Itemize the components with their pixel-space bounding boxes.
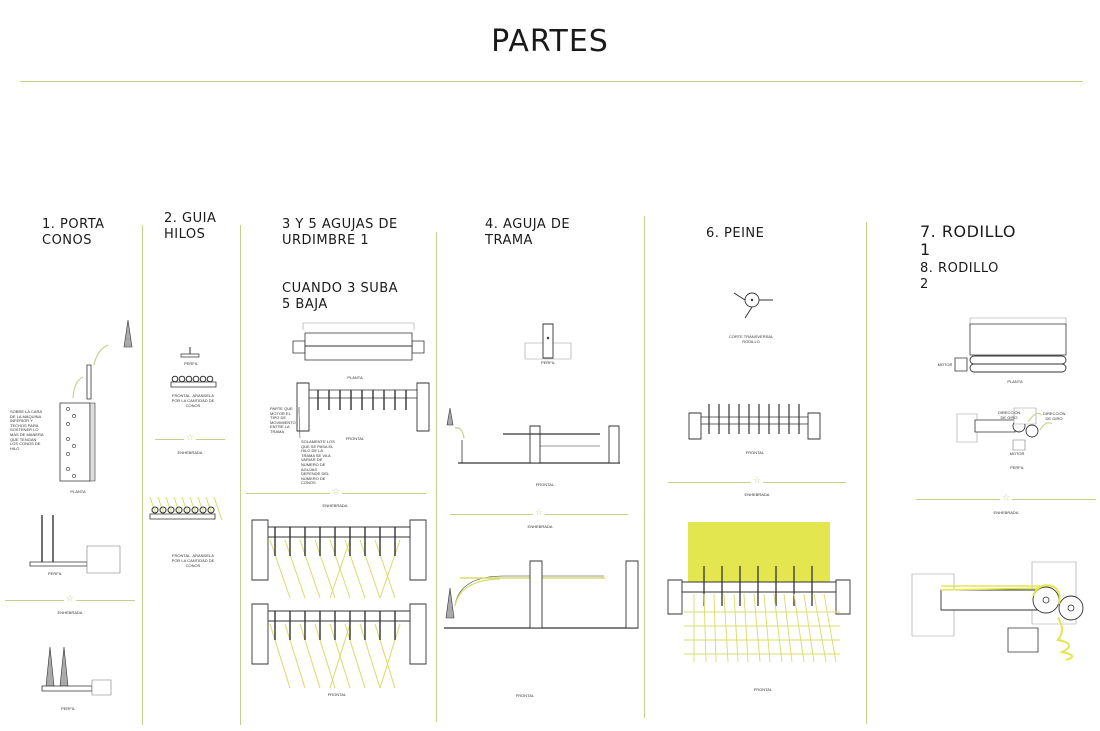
porta-conos-side-note: SOBRE LA CARA DE LA MÁQUINA INFERIOR Y TECHOS PARA SOSTENER LO MÁS DE MANERA QUE TENGAN LOS CONOS DE HILO	[10, 409, 44, 451]
section-label-agujas-note: CUANDO 3 SUBA 5 BAJA	[282, 281, 399, 312]
peine-corte-caption: CORTE TRANSVERSAL RODILLO	[728, 334, 774, 344]
guia-hilos-enhebrada-caption: ENHEBRADA	[177, 450, 203, 455]
section-label-agujas-urdimbre: 3 Y 5 AGUJAS DE URDIMBRE 1	[282, 217, 398, 248]
agujas-motor-note: PARTE QUE MOTOR EL TIPO DE MOVIMIENTO ENTRE LA TRAMA	[270, 406, 296, 434]
agujas-frontal-caption: FRONTAL	[345, 436, 365, 441]
agujas-planta-caption: PLANTA	[347, 375, 363, 380]
section-label-rodillo-1: 7. RODILLO 1	[920, 222, 1016, 259]
agujas-hilo-note: SOLAMENTE LOS QUE SE PASA EL HILO DE LA TRAMA SE VA A VARIAR DE NÚMERO DE AGUJAS DEPENDE DEL NÚMERO DE CONOS	[301, 439, 335, 486]
guia-hilos-frontal-2-caption: FRONTAL. ARANDELA POR LA CANTIDAD DE CONOS	[171, 553, 215, 568]
rodillo-enhebrada-caption: ENHEBRADA	[993, 510, 1019, 515]
section-label-aguja-trama: 4. AGUJA DE TRAMA	[485, 217, 571, 248]
rodillo-perfil-caption: PERFIL	[1009, 465, 1024, 470]
guia-hilos-perfil-caption: PERFIL	[183, 361, 198, 366]
aguja-trama-frontal-caption: FRONTAL	[535, 482, 555, 487]
agujas-enhebrada-caption: ENHEBRADA	[322, 503, 348, 508]
rodillo-motor-2-caption: MOTOR	[1009, 451, 1025, 456]
rodillo-motor-caption: MOTOR	[937, 362, 953, 367]
aguja-trama-frontal-2-caption: FRONTAL	[515, 693, 535, 698]
porta-conos-enhebrada-caption: ENHEBRADA	[57, 610, 83, 615]
section-label-porta-conos: 1. PORTA CONOS	[42, 217, 105, 248]
section-label-rodillo-2: 8. RODILLO 2	[920, 261, 999, 292]
rodillo-planta-caption: PLANTA	[1007, 379, 1023, 384]
peine-enhebrada-caption: ENHEBRADA	[744, 492, 770, 497]
porta-conos-planta-caption: PLANTA	[70, 489, 86, 494]
page-title: PARTES	[491, 24, 609, 60]
porta-conos-perfil-2-caption: PERFIL	[60, 706, 75, 711]
porta-conos-perfil-caption: PERFIL	[47, 571, 62, 576]
rodillo-direccion-2-caption: DIRECCIÓN DE GIRO	[1043, 411, 1066, 421]
section-label-guia-hilos: 2. GUIA HILOS	[164, 211, 217, 242]
rodillo-direccion-1-caption: DIRECCIÓN DE GIRO	[998, 410, 1021, 420]
aguja-trama-perfil-caption: PERFIL	[540, 360, 555, 365]
peine-frontal-caption: FRONTAL	[745, 450, 765, 455]
agujas-frontal-2-caption: FRONTAL	[327, 692, 347, 697]
aguja-trama-enhebrada-caption: ENHEBRADA	[527, 524, 553, 529]
section-label-peine: 6. PEINE	[706, 226, 765, 241]
rodillo-enhebrada-divider	[916, 499, 1096, 500]
guia-hilos-frontal-caption: FRONTAL. ARANDELA POR LA CANTIDAD DE CONOS	[171, 393, 215, 408]
peine-frontal-2-caption: FRONTAL	[753, 687, 773, 692]
